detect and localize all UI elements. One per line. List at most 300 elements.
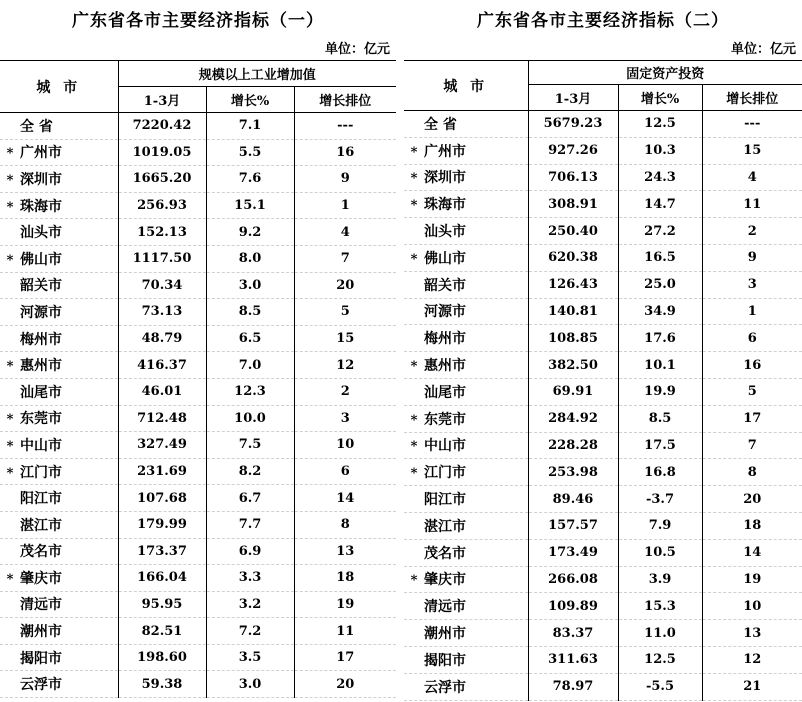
city-name: 东莞市 [20,411,62,428]
value-period: 107.68 [118,485,206,512]
key-city-marker: * [410,573,418,589]
city-name: 清远市 [424,599,466,616]
table-row [404,512,802,539]
value-growth: 3.3 [206,565,294,592]
value-rank: 13 [702,620,802,647]
value-rank: 5 [294,299,396,326]
city-name: 珠海市 [20,198,62,215]
value-period: 1665.20 [118,166,206,193]
value-growth: 19.9 [618,378,702,405]
table-row [404,593,802,620]
table-row [0,538,396,565]
value-rank: 20 [702,486,802,513]
value-growth: 10.1 [618,352,702,379]
city-cell [0,299,118,326]
city-cell [404,298,528,325]
value-growth: 3.0 [206,272,294,299]
city-cell [404,566,528,593]
key-city-marker: * [6,359,14,375]
key-city-marker: * [6,172,14,188]
table-row [0,618,396,645]
city-cell [0,352,118,379]
table-row [404,486,802,513]
value-rank: 16 [294,139,396,166]
value-period: 70.34 [118,272,206,299]
table-row [0,671,396,698]
value-period: 95.95 [118,591,206,618]
table-row [404,164,802,191]
city-cell [0,139,118,166]
city-cell [404,378,528,405]
value-rank: 7 [294,245,396,272]
city-cell [0,325,118,352]
value-period: 7220.42 [118,113,206,140]
table-row [404,432,802,459]
city-cell [0,671,118,698]
city-cell [404,218,528,245]
city-cell [0,565,118,592]
value-period: 48.79 [118,325,206,352]
value-growth: 7.0 [206,352,294,379]
value-period: 712.48 [118,405,206,432]
value-rank: 18 [294,565,396,592]
value-period: 59.38 [118,671,206,698]
value-period: 250.40 [528,218,618,245]
city-name: 汕头市 [424,224,466,241]
value-rank: 12 [294,352,396,379]
value-rank: 13 [294,538,396,565]
value-period: 5679.23 [528,111,618,138]
city-cell [404,405,528,432]
panel-indicators-2 [404,0,802,702]
value-growth: 7.1 [206,113,294,140]
value-growth: 3.5 [206,644,294,671]
value-growth: -3.7 [618,486,702,513]
value-rank: 14 [294,485,396,512]
city-cell [0,219,118,246]
value-rank: 12 [702,646,802,673]
value-growth: 8.2 [206,458,294,485]
col-header-period: 1-3月 [528,85,618,111]
city-cell [404,673,528,700]
value-rank: 4 [702,164,802,191]
key-city-marker: * [6,465,14,481]
value-rank: 2 [294,378,396,405]
city-cell [404,486,528,513]
value-period: 327.49 [118,432,206,459]
value-period: 157.57 [528,512,618,539]
indicator-table [404,60,802,701]
city-name: 中山市 [424,438,466,455]
value-growth: 8.0 [206,245,294,272]
value-rank: --- [702,111,802,138]
city-cell [404,646,528,673]
value-growth: 6.7 [206,485,294,512]
table-row [404,459,802,486]
value-rank: 19 [294,591,396,618]
value-rank: 20 [294,671,396,698]
value-period: 73.13 [118,299,206,326]
city-name: 深圳市 [424,170,466,187]
value-period: 927.26 [528,137,618,164]
key-city-marker: * [410,144,418,160]
col-header-period: 1-3月 [118,87,206,113]
value-period: 416.37 [118,352,206,379]
key-city-marker: * [410,198,418,214]
table-row [0,591,396,618]
col-header-growth: 增长% [618,85,702,111]
value-growth: 10.5 [618,539,702,566]
table-row [0,139,396,166]
value-growth: 6.5 [206,325,294,352]
table-row [0,378,396,405]
value-growth: 7.9 [618,512,702,539]
value-period: 82.51 [118,618,206,645]
value-period: 1019.05 [118,139,206,166]
key-city-marker: * [410,439,418,455]
value-growth: 15.1 [206,192,294,219]
value-growth: 7.5 [206,432,294,459]
table-row [404,298,802,325]
city-cell [0,432,118,459]
table-row [404,325,802,352]
key-city-marker: * [6,199,14,215]
city-name: 佛山市 [20,251,62,268]
city-name: 茂名市 [20,544,62,561]
value-rank: 8 [702,459,802,486]
table-row [404,271,802,298]
indicator-table [0,60,396,698]
city-name: 韶关市 [20,278,62,295]
key-city-marker: * [410,412,418,428]
city-name: 潮州市 [20,624,62,641]
value-period: 256.93 [118,192,206,219]
key-city-marker: * [410,466,418,482]
unit-label: 单位：亿元 [324,42,390,57]
city-cell [0,192,118,219]
table-body [0,113,396,698]
table-row [404,646,802,673]
city-cell [0,378,118,405]
city-cell [404,111,528,138]
value-rank: 6 [294,458,396,485]
key-city-marker: * [6,438,14,454]
panel-title: 广东省各市主要经济指标（二） [477,11,729,31]
city-name: 佛山市 [424,250,466,267]
city-name: 梅州市 [20,331,62,348]
value-rank: 11 [294,618,396,645]
value-growth: 3.9 [618,566,702,593]
value-growth: 11.0 [618,620,702,647]
value-period: 152.13 [118,219,206,246]
value-growth: 12.3 [206,378,294,405]
table-row [404,191,802,218]
city-name: 惠州市 [20,358,62,375]
value-growth: 24.3 [618,164,702,191]
value-period: 173.49 [528,539,618,566]
city-column-header: 城 市 [0,61,118,113]
table-row [0,325,396,352]
city-name: 广州市 [424,143,466,160]
city-name: 云浮市 [20,677,62,694]
city-name: 江门市 [424,465,466,482]
col-header-rank: 增长排位 [294,87,396,113]
table-row [404,620,802,647]
city-name: 全 省 [20,118,53,135]
city-cell [0,511,118,538]
value-growth: 7.2 [206,618,294,645]
value-period: 108.85 [528,325,618,352]
value-rank: 20 [294,272,396,299]
table-row [0,432,396,459]
value-rank: 1 [294,192,396,219]
table-row [0,219,396,246]
city-cell [404,620,528,647]
city-cell [0,113,118,140]
key-city-marker: * [6,146,14,162]
value-growth: 14.7 [618,191,702,218]
value-rank: 10 [702,593,802,620]
table-row [0,166,396,193]
value-rank: --- [294,113,396,140]
value-period: 228.28 [528,432,618,459]
city-name: 汕尾市 [424,384,466,401]
city-cell [404,244,528,271]
value-growth: 16.8 [618,459,702,486]
panel-title: 广东省各市主要经济指标（一） [72,11,324,31]
value-growth: 3.2 [206,591,294,618]
city-name: 珠海市 [424,197,466,214]
value-rank: 4 [294,219,396,246]
value-period: 284.92 [528,405,618,432]
table-row [0,511,396,538]
city-name: 汕头市 [20,225,62,242]
table-body [404,111,802,701]
city-cell [404,271,528,298]
city-name: 揭阳市 [424,652,466,669]
city-cell [404,352,528,379]
value-period: 46.01 [118,378,206,405]
city-cell [404,164,528,191]
value-rank: 9 [294,166,396,193]
city-cell [0,272,118,299]
value-rank: 18 [702,512,802,539]
value-rank: 7 [702,432,802,459]
unit-label: 单位：亿元 [730,42,796,57]
city-cell [0,245,118,272]
city-name: 河源市 [20,304,62,321]
table-row [0,192,396,219]
city-name: 茂名市 [424,545,466,562]
city-cell [0,618,118,645]
city-name: 肇庆市 [20,570,62,587]
value-rank: 8 [294,511,396,538]
key-city-marker: * [6,412,14,428]
value-period: 198.60 [118,644,206,671]
city-name: 揭阳市 [20,650,62,667]
value-growth: 16.5 [618,244,702,271]
panel-indicators-1 [0,0,396,702]
city-name: 清远市 [20,597,62,614]
value-growth: 7.7 [206,511,294,538]
value-growth: 3.0 [206,671,294,698]
city-cell [0,458,118,485]
table-row [0,113,396,140]
key-city-marker: * [6,571,14,587]
city-cell [0,485,118,512]
table-row [404,378,802,405]
value-period: 140.81 [528,298,618,325]
key-city-marker: * [410,359,418,375]
table-row [0,644,396,671]
key-city-marker: * [410,251,418,267]
city-name: 云浮市 [424,679,466,696]
city-name: 广州市 [20,145,62,162]
value-rank: 21 [702,673,802,700]
table-row [404,539,802,566]
value-rank: 3 [294,405,396,432]
city-cell [0,166,118,193]
value-rank: 10 [294,432,396,459]
city-name: 潮州市 [424,626,466,643]
value-period: 83.37 [528,620,618,647]
value-growth: 17.6 [618,325,702,352]
city-name: 深圳市 [20,171,62,188]
city-cell [0,591,118,618]
value-period: 382.50 [528,352,618,379]
value-rank: 5 [702,378,802,405]
value-rank: 17 [702,405,802,432]
city-cell [0,644,118,671]
city-name: 湛江市 [424,518,466,535]
city-cell [404,539,528,566]
table-row [0,272,396,299]
table-row [404,137,802,164]
value-period: 266.08 [528,566,618,593]
table-row [0,565,396,592]
value-period: 78.97 [528,673,618,700]
table-row [0,245,396,272]
value-growth: -5.5 [618,673,702,700]
table-row [404,352,802,379]
table-row [404,111,802,138]
city-cell [404,325,528,352]
city-name: 梅州市 [424,331,466,348]
city-name: 韶关市 [424,277,466,294]
city-cell [404,432,528,459]
table-row [0,352,396,379]
value-period: 126.43 [528,271,618,298]
value-period: 253.98 [528,459,618,486]
value-period: 89.46 [528,486,618,513]
value-period: 1117.50 [118,245,206,272]
city-name: 全 省 [424,116,457,133]
value-growth: 17.5 [618,432,702,459]
city-name: 江门市 [20,464,62,481]
city-name: 湛江市 [20,517,62,534]
value-period: 109.89 [528,593,618,620]
city-cell [404,137,528,164]
value-period: 69.91 [528,378,618,405]
group-column-header: 规模以上工业增加值 [118,61,396,87]
value-growth: 6.9 [206,538,294,565]
col-header-rank: 增长排位 [702,85,802,111]
city-name: 河源市 [424,304,466,321]
value-rank: 16 [702,352,802,379]
value-growth: 12.5 [618,111,702,138]
value-period: 620.38 [528,244,618,271]
value-growth: 15.3 [618,593,702,620]
value-growth: 12.5 [618,646,702,673]
col-header-growth: 增长% [206,87,294,113]
city-cell [404,459,528,486]
value-growth: 7.6 [206,166,294,193]
table-row [0,458,396,485]
city-name: 肇庆市 [424,572,466,589]
value-rank: 14 [702,539,802,566]
city-name: 阳江市 [424,492,466,509]
city-column-header: 城 市 [404,61,528,111]
value-rank: 17 [294,644,396,671]
value-growth: 9.2 [206,219,294,246]
city-cell [404,593,528,620]
value-period: 706.13 [528,164,618,191]
value-growth: 5.5 [206,139,294,166]
value-rank: 9 [702,244,802,271]
value-rank: 11 [702,191,802,218]
value-growth: 10.0 [206,405,294,432]
table-row [404,566,802,593]
value-growth: 25.0 [618,271,702,298]
table-row [0,299,396,326]
value-period: 308.91 [528,191,618,218]
value-rank: 1 [702,298,802,325]
value-growth: 34.9 [618,298,702,325]
value-period: 173.37 [118,538,206,565]
table-row [404,244,802,271]
key-city-marker: * [410,171,418,187]
table-row [404,218,802,245]
value-period: 166.04 [118,565,206,592]
value-growth: 10.3 [618,137,702,164]
city-name: 东莞市 [424,411,466,428]
value-growth: 8.5 [206,299,294,326]
group-column-header: 固定资产投资 [528,61,802,85]
value-rank: 3 [702,271,802,298]
value-rank: 15 [702,137,802,164]
city-name: 中山市 [20,437,62,454]
table-row [404,673,802,700]
city-name: 阳江市 [20,491,62,508]
value-period: 311.63 [528,646,618,673]
value-growth: 8.5 [618,405,702,432]
city-cell [0,405,118,432]
city-name: 汕尾市 [20,384,62,401]
city-name: 惠州市 [424,358,466,375]
key-city-marker: * [6,252,14,268]
table-row [0,405,396,432]
value-period: 179.99 [118,511,206,538]
value-rank: 2 [702,218,802,245]
value-rank: 6 [702,325,802,352]
value-rank: 15 [294,325,396,352]
table-row [0,485,396,512]
city-cell [0,538,118,565]
city-cell [404,512,528,539]
value-rank: 19 [702,566,802,593]
value-growth: 27.2 [618,218,702,245]
city-cell [404,191,528,218]
